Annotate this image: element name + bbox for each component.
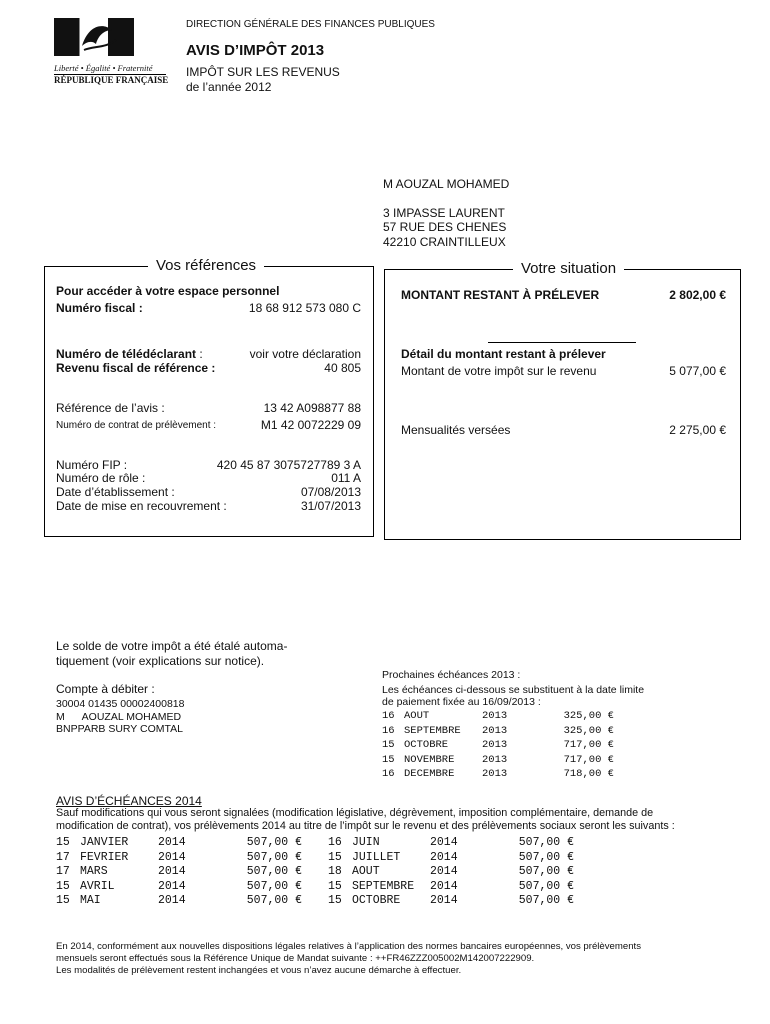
installment-2014-amount: 507,00 € (518, 879, 574, 893)
installment-2014-amount: 507,00 € (518, 836, 574, 849)
document-year: de l’année 2012 (186, 80, 272, 94)
next-note1: Les échéances ci-dessous se substituent à la date limite (382, 684, 645, 696)
installment-2014-year: 2014 (430, 850, 458, 864)
next-installment-row (382, 710, 614, 725)
installment-2014-day: 15 (56, 836, 70, 849)
installment-2014-day: 15 (328, 879, 342, 893)
installment-2014-row (56, 836, 302, 851)
next-installment-amount: 717,00 € (563, 753, 614, 766)
next-installment-row (382, 754, 614, 769)
installment-2014-month: JUILLET (352, 850, 401, 864)
next-installment-year: 2013 (482, 768, 508, 780)
schedule-2014-right (328, 836, 574, 909)
installment-2014-month: AVRIL (80, 879, 115, 893)
installment-2014-month: JANVIER (80, 836, 129, 849)
bank-name: BNPPARB SURY COMTAL (56, 723, 184, 735)
installment-2014-day: 16 (328, 836, 342, 849)
installment-2014-amount: 507,00 € (246, 836, 302, 849)
installment-2014-day: 15 (328, 850, 342, 864)
contract-value: M1 42 0072229 09 (260, 418, 361, 432)
installment-2014-row (56, 894, 302, 909)
next-installment-year: 2013 (482, 724, 508, 737)
next-installment-month: DECEMBRE (404, 768, 455, 780)
installment-2014-year: 2014 (158, 850, 186, 864)
recouvrement-value: 31/07/2013 (300, 499, 361, 513)
logo-motto: Liberté • Égalité • Fraternité (54, 63, 166, 75)
remaining-label: MONTANT RESTANT À PRÉLEVER (401, 288, 600, 302)
installment-2014-month: JUIN (352, 836, 380, 849)
next-installment-month: OCTOBRE (404, 739, 449, 751)
references-box (44, 257, 374, 537)
situation-box (384, 260, 741, 540)
solde-line2: tiquement (voir explications sur notice). (56, 654, 265, 668)
recouvrement-label: Date de mise en recouvrement : (56, 499, 227, 513)
fiscal-number-label: Numéro fiscal : (56, 301, 143, 315)
footer-line3: Les modalités de prélèvement restent inchangées et vous n’avez aucune démarche à effectuer. (56, 965, 462, 976)
installment-2014-day: 18 (328, 865, 342, 879)
avis2014-text1: Sauf modifications qui vous seront signalées (modification législative, dégrèvement, imposition complémentaire, demande de (56, 807, 654, 819)
next-installment-row (382, 739, 614, 754)
solde-line1: Le solde de votre impôt a été étalé automa- (56, 639, 288, 653)
next-installment-year: 2013 (482, 753, 508, 766)
debit-label: Compte à débiter : (56, 682, 155, 696)
installment-2014-day: 17 (56, 865, 70, 879)
next-installment-amount: 325,00 € (563, 710, 614, 722)
address-line2: 57 RUE DES CHENES (383, 220, 507, 234)
next-installment-month: SEPTEMBRE (404, 724, 461, 737)
installment-2014-year: 2014 (430, 836, 458, 849)
rfr-label: Revenu fiscal de référence : (56, 361, 216, 375)
next-installment-amount: 717,00 € (563, 739, 614, 751)
installment-2014-row (328, 865, 574, 880)
installment-2014-day: 15 (56, 894, 70, 908)
installment-2014-day: 17 (56, 850, 70, 864)
role-value: 011 A (331, 471, 361, 485)
address-line3: 42210 CRAINTILLEUX (383, 235, 506, 249)
installment-2014-year: 2014 (430, 894, 458, 908)
etablissement-value: 07/08/2013 (300, 485, 361, 499)
next-installment-day: 16 (382, 768, 395, 780)
address-line1: 3 IMPASSE LAURENT (383, 206, 505, 220)
installment-2014-month: OCTOBRE (352, 894, 401, 908)
next-installment-day: 16 (382, 710, 395, 722)
account-holder: M AOUZAL MOHAMED (56, 711, 182, 723)
access-title: Pour accéder à votre espace personnel (56, 284, 280, 298)
detail-title: Détail du montant restant à prélever (401, 347, 606, 361)
rfr-value: 40 805 (324, 361, 361, 375)
installment-2014-month: AOUT (352, 865, 380, 879)
installment-2014-year: 2014 (158, 836, 186, 849)
fip-label: Numéro FIP : (56, 458, 128, 472)
installment-2014-month: MAI (80, 894, 101, 908)
installment-2014-row (56, 865, 302, 880)
installment-2014-year: 2014 (158, 879, 186, 893)
remaining-value: 2 802,00 € (669, 288, 726, 302)
teledeclarant-label: Numéro de télédéclarant (56, 347, 197, 361)
installment-2014-year: 2014 (430, 865, 458, 879)
next-installment-year: 2013 (482, 710, 508, 722)
next-schedule (382, 710, 614, 783)
avis-ref-value: 13 42 A098877 88 (263, 401, 361, 415)
schedule-2014-left (56, 836, 302, 909)
teledeclarant-row (56, 347, 203, 361)
installment-2014-row (328, 836, 574, 851)
role-label: Numéro de rôle : (56, 471, 146, 485)
next-installment-month: AOUT (404, 710, 430, 722)
marianne-icon (54, 16, 166, 58)
mensualites-label: Mensualités versées (401, 423, 511, 437)
fiscal-number-value: 18 68 912 573 080 C (248, 301, 361, 315)
next-title: Prochaines échéances 2013 : (382, 669, 521, 681)
installment-2014-row (328, 880, 574, 895)
installment-2014-amount: 507,00 € (246, 850, 302, 864)
recipient-name: M AOUZAL MOHAMED (383, 177, 510, 191)
installment-2014-amount: 507,00 € (246, 894, 302, 908)
installment-2014-row (328, 894, 574, 909)
marianne-logo (54, 16, 169, 86)
installment-2014-row (328, 851, 574, 866)
next-note2: de paiement fixée au 16/09/2013 : (382, 696, 541, 708)
installment-2014-row (56, 851, 302, 866)
avis-ref-label: Référence de l’avis : (56, 401, 165, 415)
teledeclarant-value: voir votre déclaration (249, 347, 361, 361)
installment-2014-month: SEPTEMBRE (352, 879, 415, 893)
teledeclarant-sep: : (196, 347, 203, 361)
installment-2014-amount: 507,00 € (518, 850, 574, 864)
document-title: AVIS D’IMPÔT 2013 (186, 42, 325, 59)
document-subtitle: IMPÔT SUR LES REVENUS (186, 65, 340, 79)
next-installment-day: 16 (382, 724, 395, 737)
installment-2014-year: 2014 (158, 865, 186, 879)
installment-2014-amount: 507,00 € (246, 879, 302, 893)
avis2014-title: AVIS D’ÉCHÉANCES 2014 (56, 794, 202, 808)
next-installment-day: 15 (382, 753, 395, 766)
footer-line2: mensuels seront effectués sous la Référence Unique de Mandat suivante : ++FR46ZZZ005002M142007222909. (56, 953, 535, 964)
fip-value: 420 45 87 3075727789 3 A (216, 458, 361, 472)
impot-label: Montant de votre impôt sur le revenu (401, 364, 597, 378)
logo-country: RÉPUBLIQUE FRANÇAISE (54, 75, 169, 85)
installment-2014-amount: 507,00 € (246, 865, 302, 879)
installment-2014-month: FEVRIER (80, 850, 129, 864)
installment-2014-row (56, 880, 302, 895)
situation-legend: Votre situation (513, 260, 624, 277)
footer-line1: En 2014, conformément aux nouvelles dispositions légales relatives à l’application des normes bancaires européennes, vos prélèvements (56, 941, 642, 952)
next-installment-amount: 325,00 € (563, 724, 614, 737)
mensualites-value: 2 275,00 € (669, 423, 726, 437)
etablissement-label: Date d’établissement : (56, 485, 175, 499)
references-legend: Vos références (148, 257, 264, 274)
next-installment-year: 2013 (482, 739, 508, 751)
installment-2014-amount: 507,00 € (518, 865, 574, 879)
next-installment-day: 15 (382, 739, 395, 751)
installment-2014-year: 2014 (430, 879, 458, 893)
installment-2014-year: 2014 (158, 894, 186, 908)
installment-2014-day: 15 (328, 894, 342, 908)
next-installment-amount: 718,00 € (563, 768, 614, 780)
agency-name: DIRECTION GÉNÉRALE DES FINANCES PUBLIQUES (186, 19, 435, 30)
next-installment-row (382, 768, 614, 783)
installment-2014-day: 15 (56, 879, 70, 893)
account-number: 30004 01435 00002400818 (56, 698, 185, 710)
contract-label: Numéro de contrat de prélèvement : (56, 420, 217, 431)
impot-value: 5 077,00 € (669, 364, 726, 378)
next-installment-month: NOVEMBRE (404, 753, 455, 766)
installment-2014-month: MARS (80, 865, 108, 879)
next-installment-row (382, 725, 614, 740)
installment-2014-amount: 507,00 € (518, 894, 574, 908)
divider (488, 342, 636, 343)
avis2014-text2: modification de contrat), vos prélèvements 2014 au titre de l’impôt sur le revenu et des prélèvements sociaux seront les suivants : (56, 820, 675, 832)
